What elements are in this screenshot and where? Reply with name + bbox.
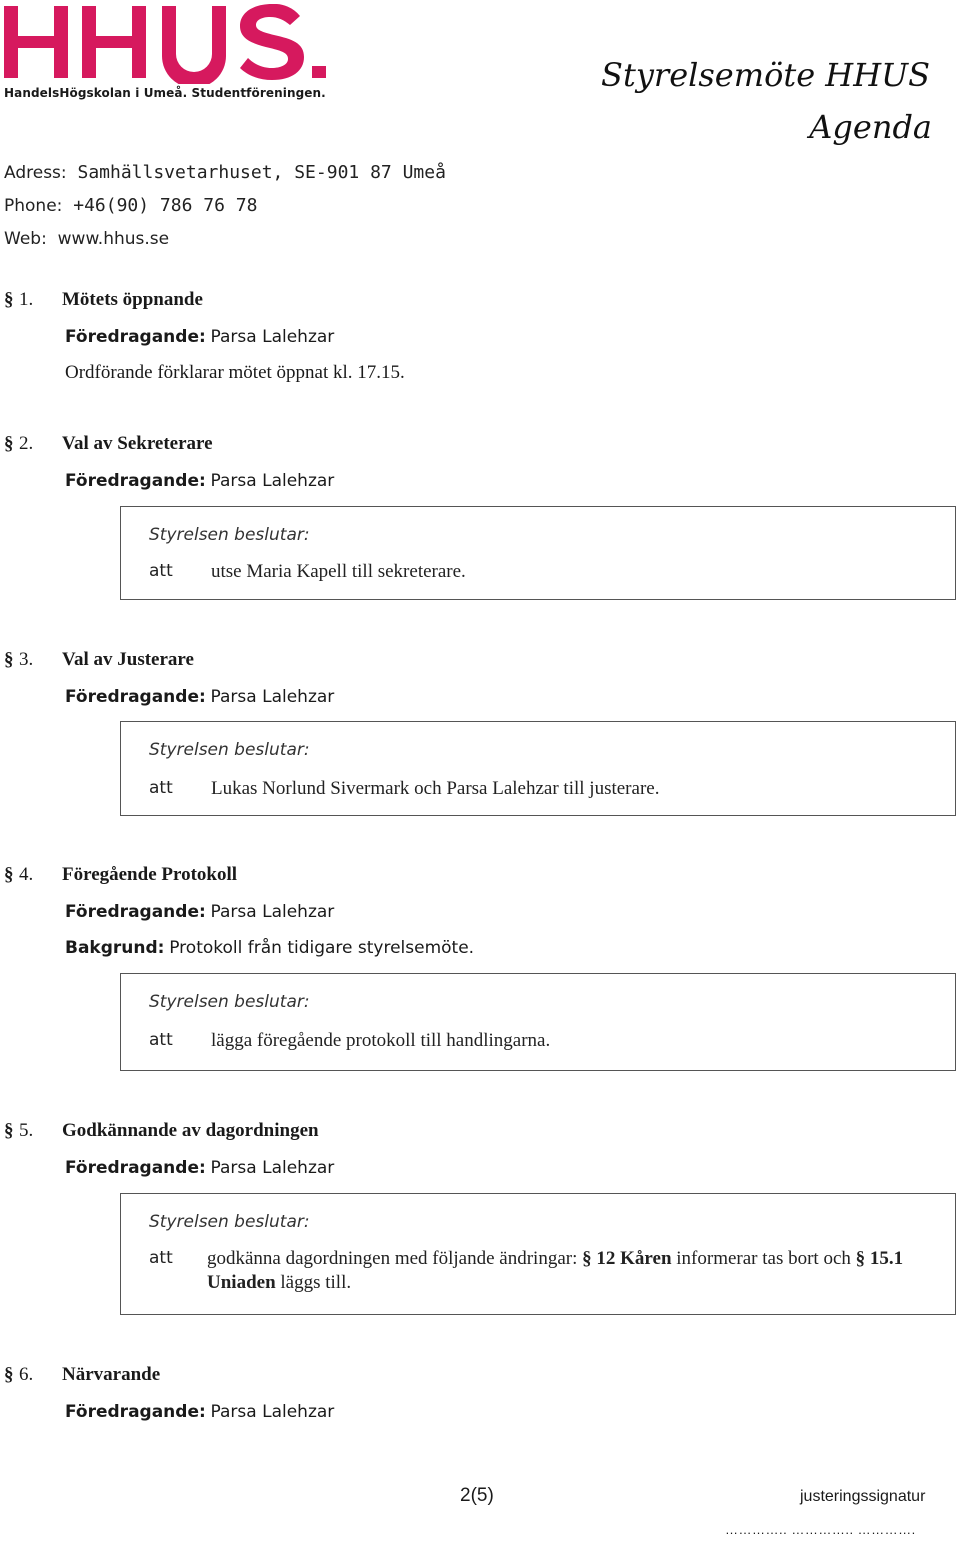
section-title: Val av Justerare bbox=[62, 649, 194, 670]
document-title: Styrelsemöte HHUS bbox=[601, 56, 930, 94]
decision-label: Styrelsen beslutar: bbox=[149, 992, 310, 1012]
background-label: Bakgrund: bbox=[65, 938, 165, 958]
section-reference: § 15.1 Uniaden bbox=[207, 1248, 904, 1293]
presenter-label: Föredragande: bbox=[65, 687, 206, 707]
presenter-line bbox=[65, 679, 960, 715]
hhus-logo-mark bbox=[2, 4, 332, 84]
decision-text: Lukas Norlund Sivermark och Parsa Lalehzar till justerare. bbox=[211, 778, 660, 799]
presenter-name: Parsa Lalehzar bbox=[210, 1402, 335, 1422]
presenter-label: Föredragande: bbox=[65, 471, 206, 491]
decision-label: Styrelsen beslutar: bbox=[149, 1212, 310, 1232]
section-heading bbox=[0, 433, 960, 463]
agenda-section-1 bbox=[0, 289, 960, 391]
logo-subtitle: HandelsHögskolan i Umeå. Studentföreningen. bbox=[4, 86, 326, 100]
signature-line: ………….. ………….. …………. bbox=[725, 1522, 916, 1537]
decision-att: att bbox=[149, 778, 173, 798]
agenda-section-3 bbox=[0, 649, 960, 715]
section-title: Mötets öppnande bbox=[62, 289, 203, 310]
section-title: Godkännande av dagordningen bbox=[62, 1120, 319, 1141]
presenter-name: Parsa Lalehzar bbox=[210, 327, 335, 347]
section-heading bbox=[0, 289, 960, 319]
section-heading bbox=[0, 1120, 960, 1150]
presenter-name: Parsa Lalehzar bbox=[210, 902, 335, 922]
agenda-section-6 bbox=[0, 1364, 960, 1430]
agenda-section-2 bbox=[0, 433, 960, 499]
web-label: Web: bbox=[4, 229, 47, 249]
decision-label: Styrelsen beslutar: bbox=[149, 525, 310, 545]
section-title: Föregående Protokoll bbox=[62, 864, 238, 885]
contact-web bbox=[4, 226, 446, 259]
section-symbol: § bbox=[4, 1120, 14, 1141]
decision-att: att bbox=[149, 1248, 173, 1268]
section-title: Val av Sekreterare bbox=[62, 433, 213, 454]
presenter-label: Föredragande: bbox=[65, 1158, 206, 1178]
decision-text-part: godkänna dagordningen med följande ändringar: bbox=[207, 1248, 578, 1269]
section-number: 4. bbox=[19, 864, 34, 885]
section-heading bbox=[0, 649, 960, 679]
hhus-logo bbox=[2, 4, 332, 100]
decision-box bbox=[120, 721, 956, 816]
decision-text: utse Maria Kapell till sekreterare. bbox=[211, 561, 466, 582]
section-title: Närvarande bbox=[62, 1364, 161, 1385]
phone-value: +46(90) 786 76 78 bbox=[73, 195, 258, 216]
address-value: Samhällsvetarhuset, SE-901 87 Umeå bbox=[77, 162, 446, 183]
background-text: Protokoll från tidigare styrelsemöte. bbox=[169, 938, 475, 958]
decision-text bbox=[207, 1247, 915, 1295]
web-link[interactable]: www.hhus.se bbox=[57, 229, 170, 249]
section-number: 3. bbox=[19, 649, 34, 670]
section-reference: § 12 Kåren bbox=[582, 1248, 672, 1269]
section-number: 2. bbox=[19, 433, 34, 454]
decision-att: att bbox=[149, 1030, 173, 1050]
agenda-section-5 bbox=[0, 1120, 960, 1186]
presenter-name: Parsa Lalehzar bbox=[210, 687, 335, 707]
presenter-label: Föredragande: bbox=[65, 327, 206, 347]
decision-text: lägga föregående protokoll till handlingarna. bbox=[211, 1030, 551, 1051]
section-symbol: § bbox=[4, 433, 14, 454]
decision-text-part: läggs till. bbox=[280, 1272, 352, 1293]
page-number: 2(5) bbox=[460, 1485, 494, 1506]
document-subtitle: Agenda bbox=[809, 108, 932, 146]
presenter-label: Föredragande: bbox=[65, 1402, 206, 1422]
section-symbol: § bbox=[4, 1364, 14, 1385]
presenter-line bbox=[65, 319, 960, 355]
section-number: 1. bbox=[19, 289, 34, 310]
decision-box bbox=[120, 506, 956, 600]
section-note: Ordförande förklarar mötet öppnat kl. 17.15. bbox=[65, 362, 405, 383]
decision-label: Styrelsen beslutar: bbox=[149, 740, 310, 760]
section-symbol: § bbox=[4, 289, 14, 310]
presenter-line bbox=[65, 1150, 960, 1186]
phone-label: Phone: bbox=[4, 196, 63, 216]
decision-box bbox=[120, 1193, 956, 1315]
decision-att: att bbox=[149, 561, 173, 581]
signature-label: justeringssignatur bbox=[800, 1488, 926, 1505]
address-label: Adress: bbox=[4, 163, 67, 183]
decision-text-part: informerar tas bort och bbox=[676, 1248, 851, 1269]
presenter-name: Parsa Lalehzar bbox=[210, 1158, 335, 1178]
section-heading bbox=[0, 864, 960, 894]
presenter-name: Parsa Lalehzar bbox=[210, 471, 335, 491]
section-heading bbox=[0, 1364, 960, 1394]
contact-block bbox=[4, 160, 446, 259]
agenda-section-4 bbox=[0, 864, 960, 966]
presenter-line bbox=[65, 463, 960, 499]
contact-phone bbox=[4, 193, 446, 226]
contact-address bbox=[4, 160, 446, 193]
section-symbol: § bbox=[4, 649, 14, 670]
background-line bbox=[65, 930, 960, 966]
presenter-line bbox=[65, 894, 960, 930]
decision-box bbox=[120, 973, 956, 1071]
section-number: 5. bbox=[19, 1120, 34, 1141]
presenter-line bbox=[65, 1394, 960, 1430]
presenter-label: Föredragande: bbox=[65, 902, 206, 922]
section-number: 6. bbox=[19, 1364, 34, 1385]
section-symbol: § bbox=[4, 864, 14, 885]
